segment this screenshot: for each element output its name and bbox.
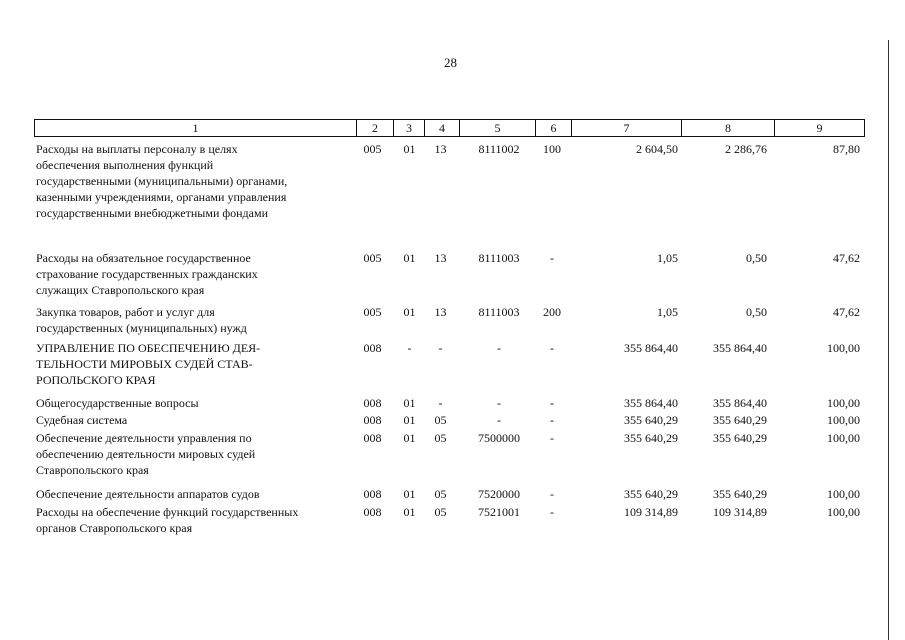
cell-c6: - — [550, 487, 554, 501]
cell-c6: - — [550, 431, 554, 445]
table-header-row — [34, 119, 865, 137]
cell-c9: 47,62 — [833, 251, 860, 265]
cell-c3: 01 — [403, 142, 416, 156]
row-name-line: Расходы на обеспечение функций государственных — [36, 505, 299, 519]
cell-c7: 109 314,89 — [624, 505, 678, 519]
row-name-line: казенными учреждениями, органами управления — [36, 190, 287, 204]
cell-c3: 01 — [403, 431, 416, 445]
row-name-line: государственными внебюджетными фондами — [36, 206, 269, 220]
cell-c8: 355 640,29 — [713, 487, 767, 501]
cell-c8: 355 864,40 — [713, 341, 767, 355]
column-header-5: 5 — [460, 120, 536, 136]
column-header-9: 9 — [816, 121, 823, 135]
cell-c2: 005 — [363, 142, 382, 156]
row-name-line: государственными (муниципальными) органами, — [36, 174, 288, 188]
row-name-line: органов Ставропольского края — [36, 521, 193, 535]
cell-c8: 109 314,89 — [713, 505, 767, 519]
cell-c4: 13 — [434, 305, 447, 319]
cell-c4: 05 — [434, 487, 447, 501]
cell-c6: 200 — [543, 305, 561, 319]
cell-c2: 008 — [363, 341, 382, 355]
cell-c4: 13 — [434, 142, 447, 156]
cell-c8: 0,50 — [746, 251, 767, 265]
row-name — [36, 486, 356, 502]
cell-c2: 008 — [363, 431, 382, 445]
cell-c4: 13 — [434, 251, 447, 265]
row-name — [36, 304, 356, 336]
cell-c5: 7500000 — [478, 431, 520, 445]
cell-c3: 01 — [403, 487, 416, 501]
cell-c6: - — [550, 251, 554, 265]
cell-c5: 7520000 — [478, 487, 520, 501]
cell-c8: 355 864,40 — [713, 396, 767, 410]
cell-c9: 100,00 — [827, 487, 860, 501]
cell-c8: 355 640,29 — [713, 431, 767, 445]
column-header-8: 8 — [682, 120, 775, 136]
column-header-2: 2 — [357, 120, 394, 136]
row-name — [36, 395, 356, 411]
cell-c3: 01 — [403, 413, 416, 427]
row-name-line: Ставропольского края — [36, 463, 149, 477]
cell-c7: 355 864,40 — [624, 396, 678, 410]
cell-c7: 355 640,29 — [624, 487, 678, 501]
cell-c2: 008 — [363, 413, 382, 427]
cell-c7: 355 864,40 — [624, 341, 678, 355]
row-name — [36, 340, 356, 388]
row-name-line: РОПОЛЬСКОГО КРАЯ — [36, 373, 156, 387]
cell-c5: 7521001 — [478, 505, 520, 519]
cell-c3: 01 — [403, 251, 416, 265]
cell-c2: 005 — [363, 251, 382, 265]
cell-c6: - — [550, 505, 554, 519]
row-name-line: Расходы на выплаты персоналу в целях — [36, 142, 238, 156]
cell-c6: 100 — [543, 142, 561, 156]
column-header-1: 1 — [35, 120, 357, 136]
cell-c5: 8111003 — [478, 305, 520, 319]
cell-c5: - — [497, 341, 501, 355]
row-name-line: государственных (муниципальных) нужд — [36, 321, 247, 335]
row-name-line: Судебная система — [36, 413, 128, 427]
cell-c5: 8111003 — [478, 251, 520, 265]
cell-c4: - — [438, 341, 443, 355]
cell-c3: 01 — [403, 305, 416, 319]
cell-c4: 05 — [434, 413, 447, 427]
row-name — [36, 412, 356, 428]
row-name — [36, 430, 356, 478]
cell-c2: 008 — [363, 396, 382, 410]
cell-c2: 008 — [363, 487, 382, 501]
row-name-line: Расходы на обязательное государственное — [36, 251, 251, 265]
cell-c4: 05 — [434, 505, 447, 519]
cell-c5: - — [497, 413, 501, 427]
row-name-line: обеспечения выполнения функций — [36, 158, 214, 172]
cell-c6: - — [550, 413, 554, 427]
row-name-line: страхование государственных гражданских — [36, 267, 258, 281]
row-name-line: ТЕЛЬНОСТИ МИРОВЫХ СУДЕЙ СТАВ- — [36, 357, 253, 371]
row-name-line: служащих Ставропольского края — [36, 283, 205, 297]
cell-c9: 100,00 — [827, 505, 860, 519]
cell-c7: 2 604,50 — [636, 142, 678, 156]
cell-c7: 355 640,29 — [624, 431, 678, 445]
row-name — [36, 250, 356, 298]
cell-c9: 100,00 — [827, 341, 860, 355]
page-right-edge-line — [888, 40, 889, 640]
row-name-line: Общегосударственные вопросы — [36, 396, 199, 410]
cell-c3: - — [407, 341, 412, 355]
cell-c9: 100,00 — [827, 396, 860, 410]
cell-c4: - — [438, 396, 443, 410]
column-header-4: 4 — [425, 120, 460, 136]
cell-c7: 1,05 — [657, 305, 678, 319]
row-name-line: Обеспечение деятельности аппаратов судов — [36, 487, 260, 501]
cell-c3: 01 — [403, 396, 416, 410]
column-header-6: 6 — [536, 120, 572, 136]
row-name-line: обеспечению деятельности мировых судей — [36, 447, 256, 461]
cell-c9: 100,00 — [827, 413, 860, 427]
page-number: 28 — [444, 55, 457, 70]
row-name-line: УПРАВЛЕНИЕ ПО ОБЕСПЕЧЕНИЮ ДЕЯ- — [36, 341, 261, 355]
cell-c9: 87,80 — [833, 142, 860, 156]
cell-c8: 355 640,29 — [713, 413, 767, 427]
cell-c7: 1,05 — [657, 251, 678, 265]
cell-c6: - — [550, 396, 554, 410]
cell-c6: - — [550, 341, 554, 355]
cell-c8: 0,50 — [746, 305, 767, 319]
cell-c3: 01 — [403, 505, 416, 519]
row-name — [36, 504, 356, 536]
row-name-line: Обеспечение деятельности управления по — [36, 431, 252, 445]
cell-c2: 008 — [363, 505, 382, 519]
row-name-line: Закупка товаров, работ и услуг для — [36, 305, 215, 319]
column-header-7: 7 — [572, 120, 682, 136]
cell-c2: 005 — [363, 305, 382, 319]
cell-c9: 100,00 — [827, 431, 860, 445]
cell-c8: 2 286,76 — [725, 142, 767, 156]
column-header-3: 3 — [394, 120, 425, 136]
row-name — [36, 141, 356, 221]
cell-c7: 355 640,29 — [624, 413, 678, 427]
cell-c5: - — [497, 396, 501, 410]
cell-c4: 05 — [434, 431, 447, 445]
cell-c5: 8111002 — [478, 142, 520, 156]
cell-c9: 47,62 — [833, 305, 860, 319]
